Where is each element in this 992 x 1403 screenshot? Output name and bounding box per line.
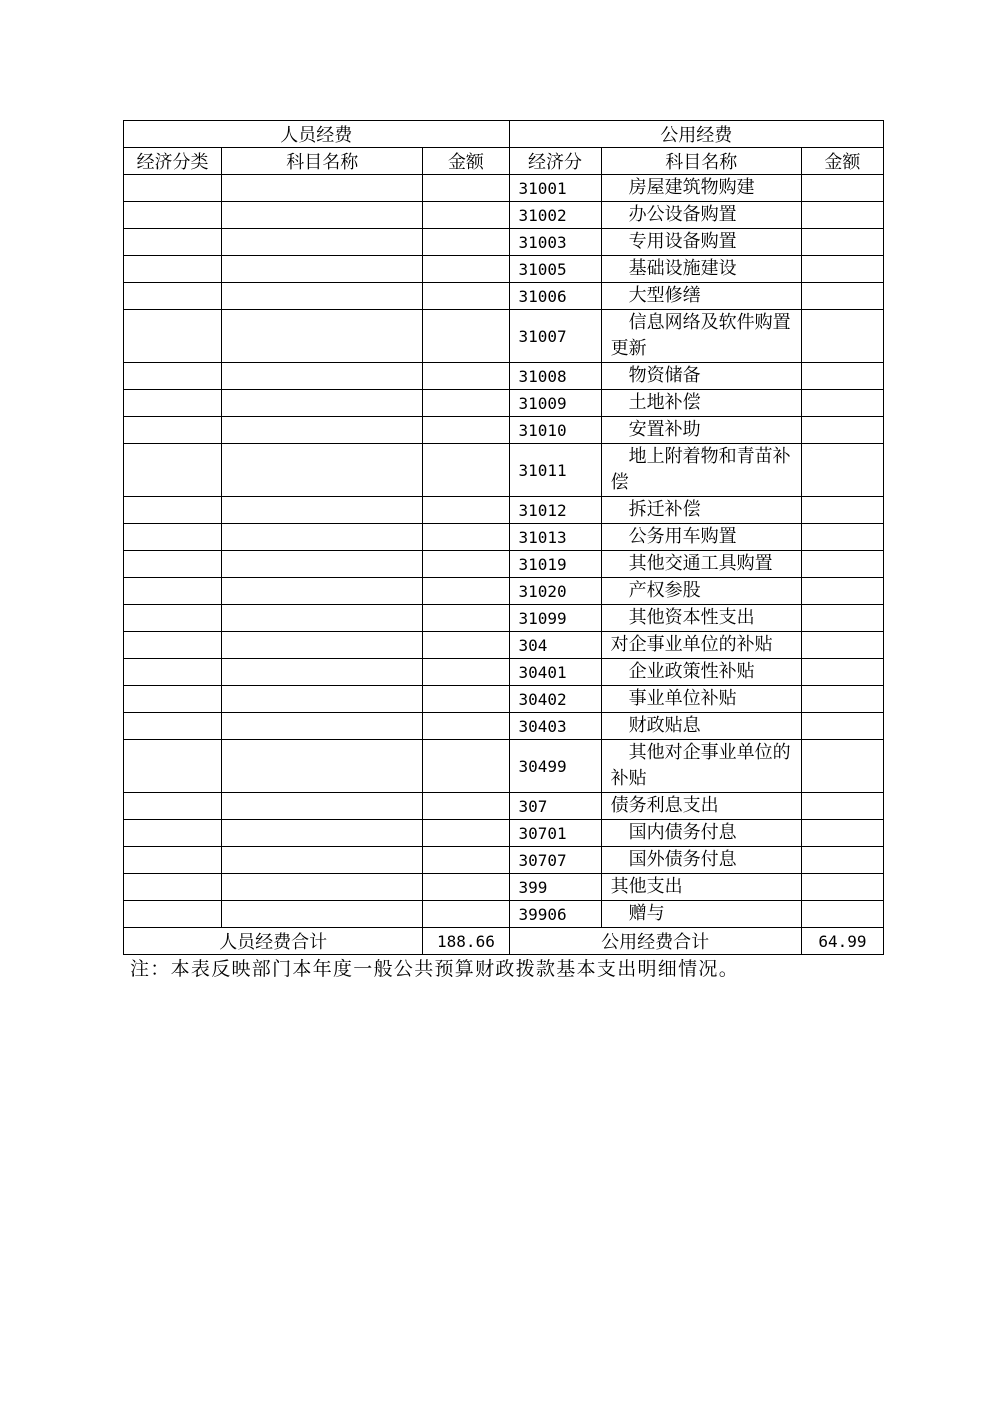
col-header-econ-class-public: 经济分: [509, 148, 601, 175]
table-row: [124, 175, 884, 202]
personnel-econ-class-cell: [124, 310, 222, 363]
subject-name-text: 拆迁补偿: [628, 499, 701, 520]
public-subject-name-cell: [601, 793, 801, 820]
personnel-amount-cell: [423, 256, 509, 283]
personnel-amount-cell: [423, 686, 509, 713]
personnel-subject-name-cell: [222, 283, 423, 310]
personnel-econ-class-cell: [124, 175, 222, 202]
table-row: [124, 283, 884, 310]
public-amount-cell: [801, 605, 883, 632]
personnel-econ-class-cell: [124, 686, 222, 713]
personnel-amount-cell: [423, 874, 509, 901]
public-amount-cell: [801, 740, 883, 793]
public-amount-cell: [801, 793, 883, 820]
personnel-subject-name-cell: [222, 605, 423, 632]
personnel-amount-cell: [423, 847, 509, 874]
personnel-subject-name-cell: [222, 497, 423, 524]
subject-name-text: 其他交通工具购置: [628, 553, 773, 574]
personnel-econ-class-cell: [124, 901, 222, 928]
personnel-subject-name-cell: [222, 175, 423, 202]
public-amount-cell: [801, 310, 883, 363]
public-amount-cell: [801, 497, 883, 524]
public-subject-name-cell: [601, 632, 801, 659]
public-amount-cell: [801, 175, 883, 202]
subject-name-text: 信息网络及软件购置更新: [610, 312, 791, 359]
personnel-amount-cell: [423, 659, 509, 686]
public-econ-code-cell: 30401: [509, 659, 601, 686]
public-econ-code-cell: 31006: [509, 283, 601, 310]
personnel-amount-cell: [423, 202, 509, 229]
public-subject-name-cell: [601, 820, 801, 847]
personnel-subject-name-cell: [222, 713, 423, 740]
subject-name-text: 大型修缮: [628, 285, 701, 306]
personnel-subject-name-cell: [222, 901, 423, 928]
col-header-amount-public: 金额: [801, 148, 883, 175]
public-econ-code-cell: 30707: [509, 847, 601, 874]
personnel-econ-class-cell: [124, 847, 222, 874]
table-row: [124, 632, 884, 659]
table-row: [124, 686, 884, 713]
public-amount-cell: [801, 874, 883, 901]
personnel-amount-cell: [423, 417, 509, 444]
col-header-subject-name-public: 科目名称: [601, 148, 801, 175]
table-row: [124, 793, 884, 820]
subject-name-text: 地上附着物和青苗补偿: [610, 446, 791, 493]
public-econ-code-cell: 39906: [509, 901, 601, 928]
personnel-subject-name-cell: [222, 551, 423, 578]
personnel-total-label: 人员经费合计: [124, 928, 423, 955]
personnel-econ-class-cell: [124, 659, 222, 686]
personnel-amount-cell: [423, 551, 509, 578]
personnel-econ-class-cell: [124, 524, 222, 551]
personnel-subject-name-cell: [222, 874, 423, 901]
personnel-amount-cell: [423, 283, 509, 310]
personnel-amount-cell: [423, 310, 509, 363]
table-row: [124, 874, 884, 901]
public-econ-code-cell: 31008: [509, 363, 601, 390]
table-row: [124, 605, 884, 632]
personnel-subject-name-cell: [222, 740, 423, 793]
subject-name-text: 企业政策性补贴: [628, 661, 755, 682]
subject-name-text: 办公设备购置: [628, 204, 737, 225]
personnel-amount-cell: [423, 632, 509, 659]
table-group-header-row: [124, 121, 884, 148]
subject-name-text: 债务利息支出: [610, 795, 719, 816]
public-subject-name-cell: [601, 686, 801, 713]
public-subject-name-cell: [601, 740, 801, 793]
public-subject-name-cell: [601, 605, 801, 632]
public-amount-cell: [801, 390, 883, 417]
personnel-amount-cell: [423, 605, 509, 632]
public-subject-name-cell: [601, 874, 801, 901]
personnel-econ-class-cell: [124, 578, 222, 605]
table-row: [124, 713, 884, 740]
personnel-amount-cell: [423, 740, 509, 793]
table-row: [124, 363, 884, 390]
public-amount-cell: [801, 229, 883, 256]
public-total-label: 公用经费合计: [509, 928, 801, 955]
public-subject-name-cell: [601, 363, 801, 390]
personnel-amount-cell: [423, 578, 509, 605]
table-row: [124, 847, 884, 874]
subject-name-text: 物资储备: [628, 365, 701, 386]
personnel-econ-class-cell: [124, 793, 222, 820]
personnel-subject-name-cell: [222, 202, 423, 229]
public-amount-cell: [801, 444, 883, 497]
personnel-subject-name-cell: [222, 310, 423, 363]
public-amount-cell: [801, 901, 883, 928]
public-subject-name-cell: [601, 256, 801, 283]
public-econ-code-cell: 30499: [509, 740, 601, 793]
public-econ-code-cell: 31020: [509, 578, 601, 605]
personnel-subject-name-cell: [222, 390, 423, 417]
personnel-amount-cell: [423, 524, 509, 551]
personnel-subject-name-cell: [222, 632, 423, 659]
subject-name-text: 赠与: [628, 903, 665, 924]
table-row: [124, 444, 884, 497]
table-row: [124, 740, 884, 793]
public-econ-code-cell: 31012: [509, 497, 601, 524]
personnel-amount-cell: [423, 497, 509, 524]
subject-name-text: 财政贴息: [628, 715, 701, 736]
personnel-amount-cell: [423, 390, 509, 417]
personnel-econ-class-cell: [124, 820, 222, 847]
personnel-subject-name-cell: [222, 686, 423, 713]
public-subject-name-cell: [601, 524, 801, 551]
personnel-econ-class-cell: [124, 202, 222, 229]
subject-name-text: 国内债务付息: [628, 822, 737, 843]
public-econ-code-cell: 30403: [509, 713, 601, 740]
personnel-econ-class-cell: [124, 497, 222, 524]
subject-name-text: 公务用车购置: [628, 526, 737, 547]
public-econ-code-cell: 30402: [509, 686, 601, 713]
subject-name-text: 房屋建筑物购建: [628, 177, 755, 198]
public-expense-header: 公用经费: [509, 121, 884, 148]
public-subject-name-cell: [601, 417, 801, 444]
public-econ-code-cell: 31005: [509, 256, 601, 283]
subject-name-text: 土地补偿: [628, 392, 701, 413]
subject-name-text: 事业单位补贴: [628, 688, 737, 709]
public-econ-code-cell: 399: [509, 874, 601, 901]
public-subject-name-cell: [601, 847, 801, 874]
table-row: [124, 229, 884, 256]
public-econ-code-cell: 31011: [509, 444, 601, 497]
personnel-econ-class-cell: [124, 283, 222, 310]
subject-name-text: 产权参股: [628, 580, 701, 601]
public-subject-name-cell: [601, 444, 801, 497]
subject-name-text: 安置补助: [628, 419, 701, 440]
personnel-econ-class-cell: [124, 632, 222, 659]
public-subject-name-cell: [601, 551, 801, 578]
public-subject-name-cell: [601, 175, 801, 202]
public-econ-code-cell: 31007: [509, 310, 601, 363]
public-amount-cell: [801, 524, 883, 551]
table-row: [124, 390, 884, 417]
public-econ-code-cell: 31003: [509, 229, 601, 256]
public-econ-code-cell: 31009: [509, 390, 601, 417]
public-amount-cell: [801, 578, 883, 605]
public-econ-code-cell: 31002: [509, 202, 601, 229]
table-row: [124, 820, 884, 847]
subject-name-text: 其他资本性支出: [628, 607, 755, 628]
personnel-subject-name-cell: [222, 793, 423, 820]
personnel-total-amount: 188.66: [423, 928, 509, 955]
public-amount-cell: [801, 847, 883, 874]
public-subject-name-cell: [601, 659, 801, 686]
public-amount-cell: [801, 659, 883, 686]
table-column-header-row: [124, 148, 884, 175]
public-amount-cell: [801, 820, 883, 847]
personnel-amount-cell: [423, 820, 509, 847]
personnel-econ-class-cell: [124, 256, 222, 283]
public-subject-name-cell: [601, 713, 801, 740]
public-subject-name-cell: [601, 229, 801, 256]
personnel-amount-cell: [423, 444, 509, 497]
personnel-econ-class-cell: [124, 444, 222, 497]
personnel-econ-class-cell: [124, 551, 222, 578]
public-amount-cell: [801, 686, 883, 713]
table-row: [124, 901, 884, 928]
table-body: [124, 175, 884, 928]
personnel-amount-cell: [423, 229, 509, 256]
public-subject-name-cell: [601, 578, 801, 605]
personnel-subject-name-cell: [222, 229, 423, 256]
public-amount-cell: [801, 713, 883, 740]
public-amount-cell: [801, 632, 883, 659]
public-econ-code-cell: 304: [509, 632, 601, 659]
table-row: [124, 202, 884, 229]
public-subject-name-cell: [601, 283, 801, 310]
personnel-subject-name-cell: [222, 578, 423, 605]
personnel-econ-class-cell: [124, 605, 222, 632]
personnel-subject-name-cell: [222, 417, 423, 444]
table-row: [124, 524, 884, 551]
totals-row: [124, 928, 884, 955]
public-econ-code-cell: 31013: [509, 524, 601, 551]
public-amount-cell: [801, 283, 883, 310]
table-row: [124, 578, 884, 605]
personnel-econ-class-cell: [124, 390, 222, 417]
personnel-subject-name-cell: [222, 820, 423, 847]
col-header-amount: 金额: [423, 148, 509, 175]
public-subject-name-cell: [601, 390, 801, 417]
subject-name-text: 基础设施建设: [628, 258, 737, 279]
public-amount-cell: [801, 417, 883, 444]
personnel-subject-name-cell: [222, 363, 423, 390]
personnel-econ-class-cell: [124, 713, 222, 740]
public-amount-cell: [801, 202, 883, 229]
personnel-econ-class-cell: [124, 229, 222, 256]
personnel-econ-class-cell: [124, 740, 222, 793]
table-row: [124, 497, 884, 524]
personnel-subject-name-cell: [222, 524, 423, 551]
table-row: [124, 310, 884, 363]
public-subject-name-cell: [601, 310, 801, 363]
public-amount-cell: [801, 363, 883, 390]
personnel-econ-class-cell: [124, 363, 222, 390]
table-row: [124, 417, 884, 444]
public-econ-code-cell: 31001: [509, 175, 601, 202]
personnel-subject-name-cell: [222, 256, 423, 283]
public-econ-code-cell: 31010: [509, 417, 601, 444]
subject-name-text: 其他对企事业单位的补贴: [610, 742, 791, 789]
personnel-subject-name-cell: [222, 444, 423, 497]
personnel-amount-cell: [423, 175, 509, 202]
table-row: [124, 256, 884, 283]
personnel-amount-cell: [423, 793, 509, 820]
public-subject-name-cell: [601, 497, 801, 524]
subject-name-text: 国外债务付息: [628, 849, 737, 870]
public-amount-cell: [801, 256, 883, 283]
public-amount-cell: [801, 551, 883, 578]
public-total-amount: 64.99: [801, 928, 883, 955]
personnel-econ-class-cell: [124, 417, 222, 444]
public-econ-code-cell: 31019: [509, 551, 601, 578]
public-econ-code-cell: 307: [509, 793, 601, 820]
public-econ-code-cell: 31099: [509, 605, 601, 632]
personnel-amount-cell: [423, 713, 509, 740]
col-header-econ-class: 经济分类: [124, 148, 222, 175]
subject-name-text: 专用设备购置: [628, 231, 737, 252]
personnel-amount-cell: [423, 363, 509, 390]
expenditure-detail-table: [123, 120, 884, 955]
table-row: [124, 659, 884, 686]
subject-name-text: 其他支出: [610, 876, 683, 897]
col-header-subject-name: 科目名称: [222, 148, 423, 175]
public-econ-code-cell: 30701: [509, 820, 601, 847]
public-subject-name-cell: [601, 901, 801, 928]
public-subject-name-cell: [601, 202, 801, 229]
personnel-amount-cell: [423, 901, 509, 928]
personnel-subject-name-cell: [222, 847, 423, 874]
personnel-expense-header: 人员经费: [124, 121, 510, 148]
personnel-econ-class-cell: [124, 874, 222, 901]
subject-name-text: 对企事业单位的补贴: [610, 634, 773, 655]
personnel-subject-name-cell: [222, 659, 423, 686]
table-row: [124, 551, 884, 578]
table-footnote: 注：本表反映部门本年度一般公共预算财政拨款基本支出明细情况。: [130, 958, 740, 980]
